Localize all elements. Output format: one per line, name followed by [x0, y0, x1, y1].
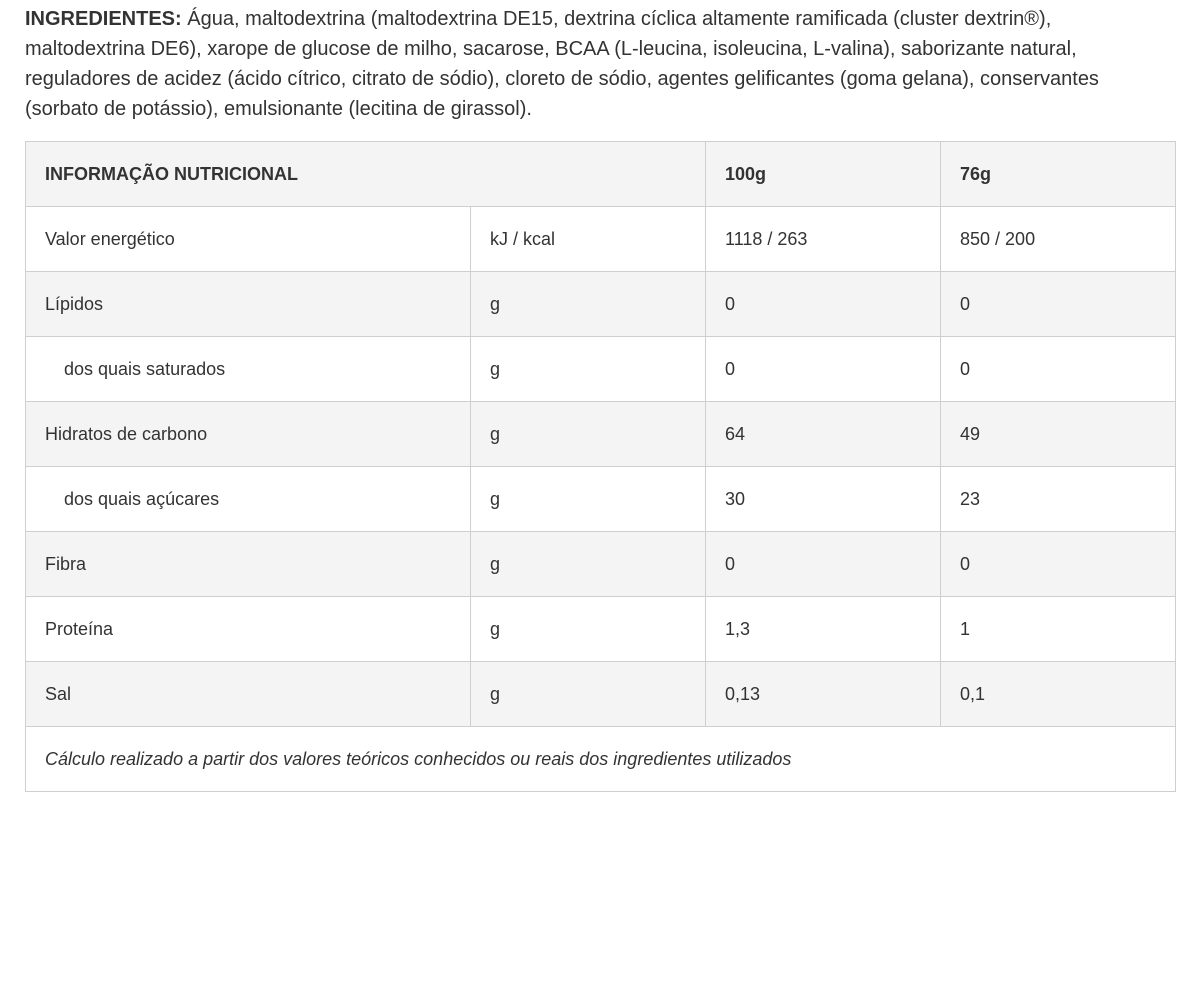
nutrient-unit: g	[471, 467, 706, 532]
table-row-sugars	[26, 467, 1176, 532]
nutrient-unit: g	[471, 272, 706, 337]
nutrient-value-76g: 850 / 200	[941, 207, 1176, 272]
table-footnote: Cálculo realizado a partir dos valores teóricos conhecidos ou reais dos ingredientes utilizados	[26, 727, 1176, 792]
nutrient-value-76g: 0	[941, 532, 1176, 597]
table-row-salt	[26, 662, 1176, 727]
nutrient-name: Proteína	[26, 597, 471, 662]
nutrient-name: Fibra	[26, 532, 471, 597]
nutrient-value-76g: 1	[941, 597, 1176, 662]
nutrient-name: Hidratos de carbono	[26, 402, 471, 467]
nutrient-name: Lípidos	[26, 272, 471, 337]
nutrient-name: Valor energético	[26, 207, 471, 272]
nutrient-name: dos quais saturados	[26, 337, 471, 402]
nutrient-value-100g: 1,3	[706, 597, 941, 662]
nutrient-value-100g: 30	[706, 467, 941, 532]
column-header-100g: 100g	[706, 142, 941, 207]
nutrient-value-76g: 0	[941, 272, 1176, 337]
nutrient-unit: g	[471, 337, 706, 402]
nutrient-unit: g	[471, 597, 706, 662]
table-footnote-row	[26, 727, 1176, 792]
nutrient-value-76g: 0	[941, 337, 1176, 402]
nutrient-name: Sal	[26, 662, 471, 727]
nutrition-table	[25, 141, 1176, 792]
nutrient-value-100g: 0	[706, 337, 941, 402]
nutrient-value-100g: 64	[706, 402, 941, 467]
nutrient-value-76g: 23	[941, 467, 1176, 532]
ingredients-text: Água, maltodextrina (maltodextrina DE15, dextrina cíclica altamente ramificada (cluster dextrin®), maltodextrina DE6), xarope de glucose de milho, sacarose, BCAA (L-leucina, isoleucina, L-valina), saborizante natural, reguladores de acidez (ácido cítrico, citrato de sódio), cloreto de sódio, agentes gelificantes (goma gelana), conservantes (sorbato de potássio), emulsionante (lecitina de girassol).	[25, 8, 1099, 120]
column-header-76g: 76g	[941, 142, 1176, 207]
table-row-protein	[26, 597, 1176, 662]
ingredients-label: INGREDIENTES:	[25, 8, 182, 30]
table-row-energy	[26, 207, 1176, 272]
nutrient-value-76g: 49	[941, 402, 1176, 467]
nutrient-unit: kJ / kcal	[471, 207, 706, 272]
table-row-saturated	[26, 337, 1176, 402]
nutrient-value-100g: 1118 / 263	[706, 207, 941, 272]
nutrient-value-100g: 0	[706, 532, 941, 597]
ingredients-paragraph	[25, 4, 1175, 124]
table-row-carbohydrates	[26, 402, 1176, 467]
nutrient-name: dos quais açúcares	[26, 467, 471, 532]
table-row-lipids	[26, 272, 1176, 337]
nutrient-value-76g: 0,1	[941, 662, 1176, 727]
nutrient-value-100g: 0	[706, 272, 941, 337]
table-header-row	[26, 142, 1176, 207]
table-row-fibre	[26, 532, 1176, 597]
nutrient-unit: g	[471, 532, 706, 597]
nutrient-unit: g	[471, 662, 706, 727]
table-title: INFORMAÇÃO NUTRICIONAL	[26, 142, 706, 207]
nutrient-value-100g: 0,13	[706, 662, 941, 727]
nutrient-unit: g	[471, 402, 706, 467]
